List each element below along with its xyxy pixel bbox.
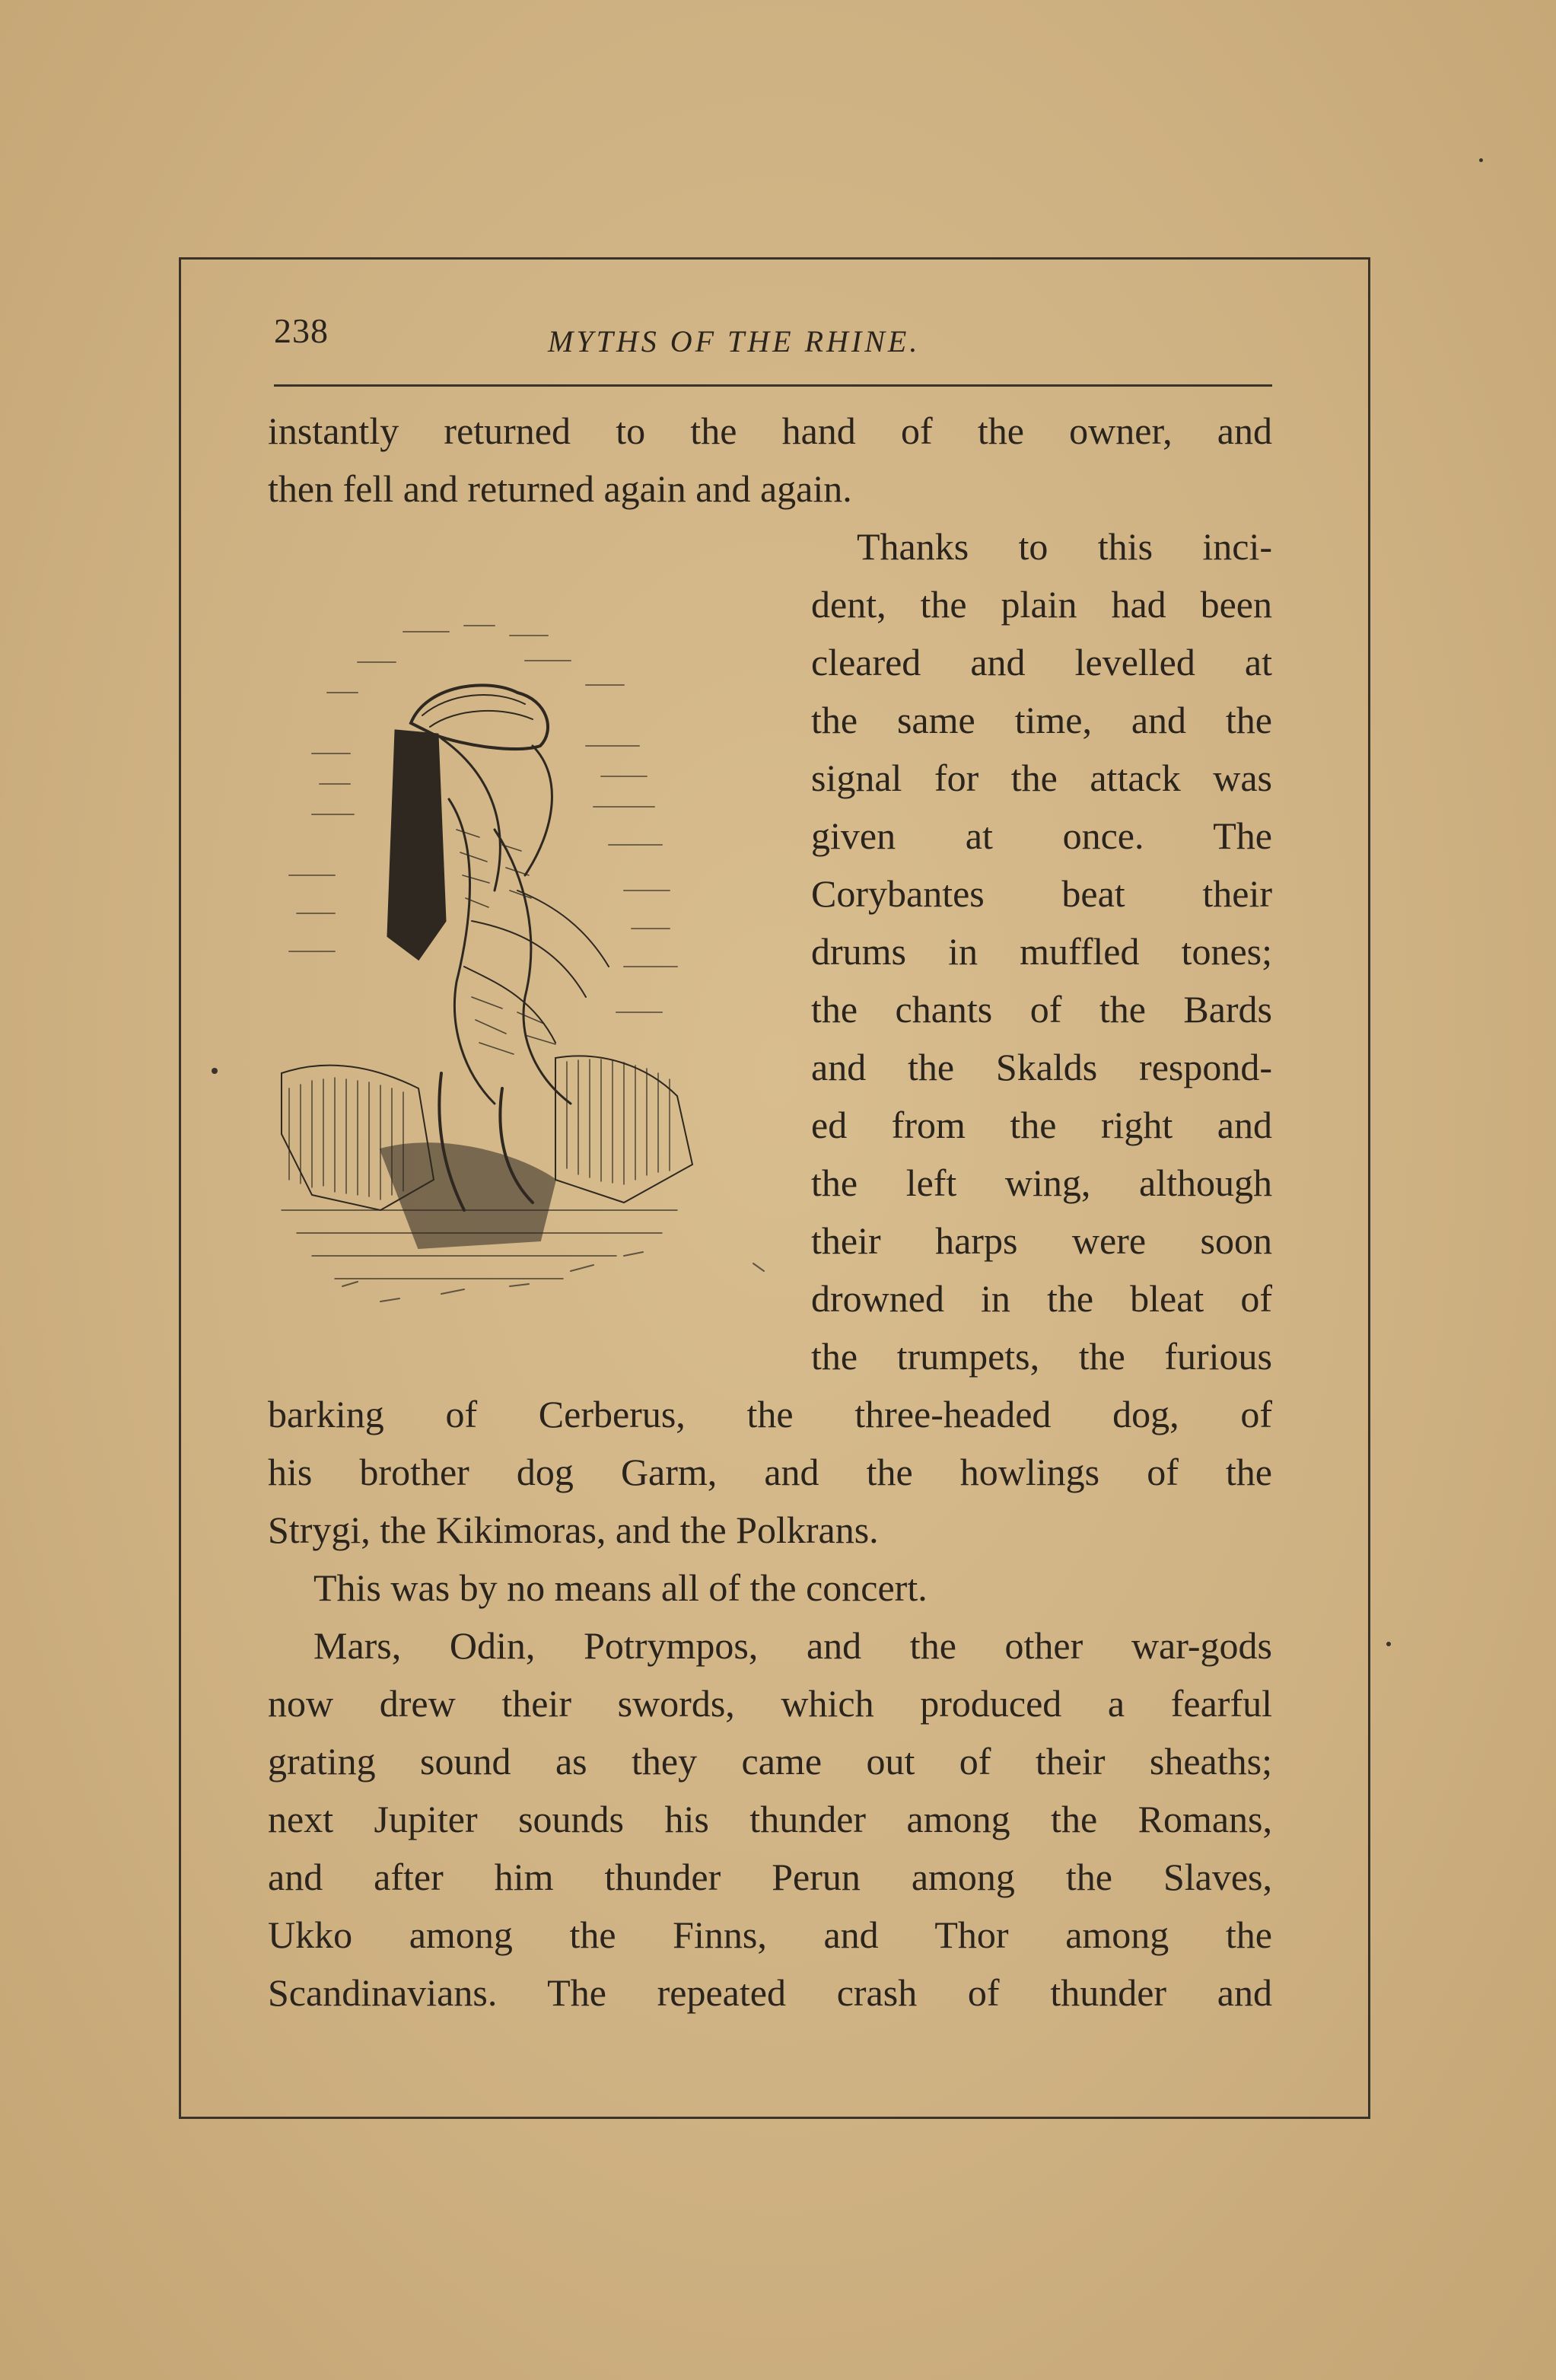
text-line: their harps were soon (811, 1219, 1272, 1262)
text-line: barking of Cerberus, the three-headed dog, of (268, 1393, 1272, 1435)
text-line: grating sound as they came out of their sheaths; (268, 1740, 1272, 1783)
text-line: Thanks to this inci- (857, 525, 1272, 568)
text-line: and after him thunder Perun among the Slaves, (268, 1856, 1272, 1898)
text-line: the left wing, although (811, 1161, 1272, 1204)
engraving-illustration (266, 601, 791, 1340)
text-line: the trumpets, the furious (811, 1335, 1272, 1378)
text-line: and the Skalds respond- (811, 1046, 1272, 1088)
header-rule (274, 384, 1272, 387)
text-line: Corybantes beat their (811, 872, 1272, 915)
text-line: next Jupiter sounds his thunder among the Romans, (268, 1798, 1272, 1840)
text-line: Ukko among the Finns, and Thor among the (268, 1913, 1272, 1956)
text-line: signal for the attack was (811, 757, 1272, 799)
text-line: instantly returned to the hand of the owner, and (268, 409, 1272, 452)
text-line: This was by no means all of the concert. (313, 1566, 928, 1609)
text-line: given at once. The (811, 814, 1272, 857)
text-line: Strygi, the Kikimoras, and the Polkrans. (268, 1509, 879, 1551)
text-line: Scandinavians. The repeated crash of thunder and (268, 1971, 1272, 2014)
text-line: his brother dog Garm, and the howlings of the (268, 1451, 1272, 1493)
text-line: then fell and returned again and again. (268, 467, 852, 510)
print-speck (1479, 158, 1483, 162)
text-line: drowned in the bleat of (811, 1277, 1272, 1320)
print-speck (212, 1068, 218, 1074)
text-line: now drew their swords, which produced a fearful (268, 1682, 1272, 1725)
text-line: Mars, Odin, Potrympos, and the other war-gods (313, 1624, 1272, 1667)
text-line: dent, the plain had been (811, 583, 1272, 626)
text-line: drums in muffled tones; (811, 930, 1272, 973)
running-title: MYTHS OF THE RHINE. (548, 324, 921, 358)
text-line: ed from the right and (811, 1104, 1272, 1146)
text-line: cleared and levelled at (811, 641, 1272, 683)
page-number: 238 (274, 311, 329, 350)
text-line: the same time, and the (811, 699, 1272, 741)
text-line: the chants of the Bards (811, 988, 1272, 1031)
print-speck (1386, 1642, 1391, 1646)
